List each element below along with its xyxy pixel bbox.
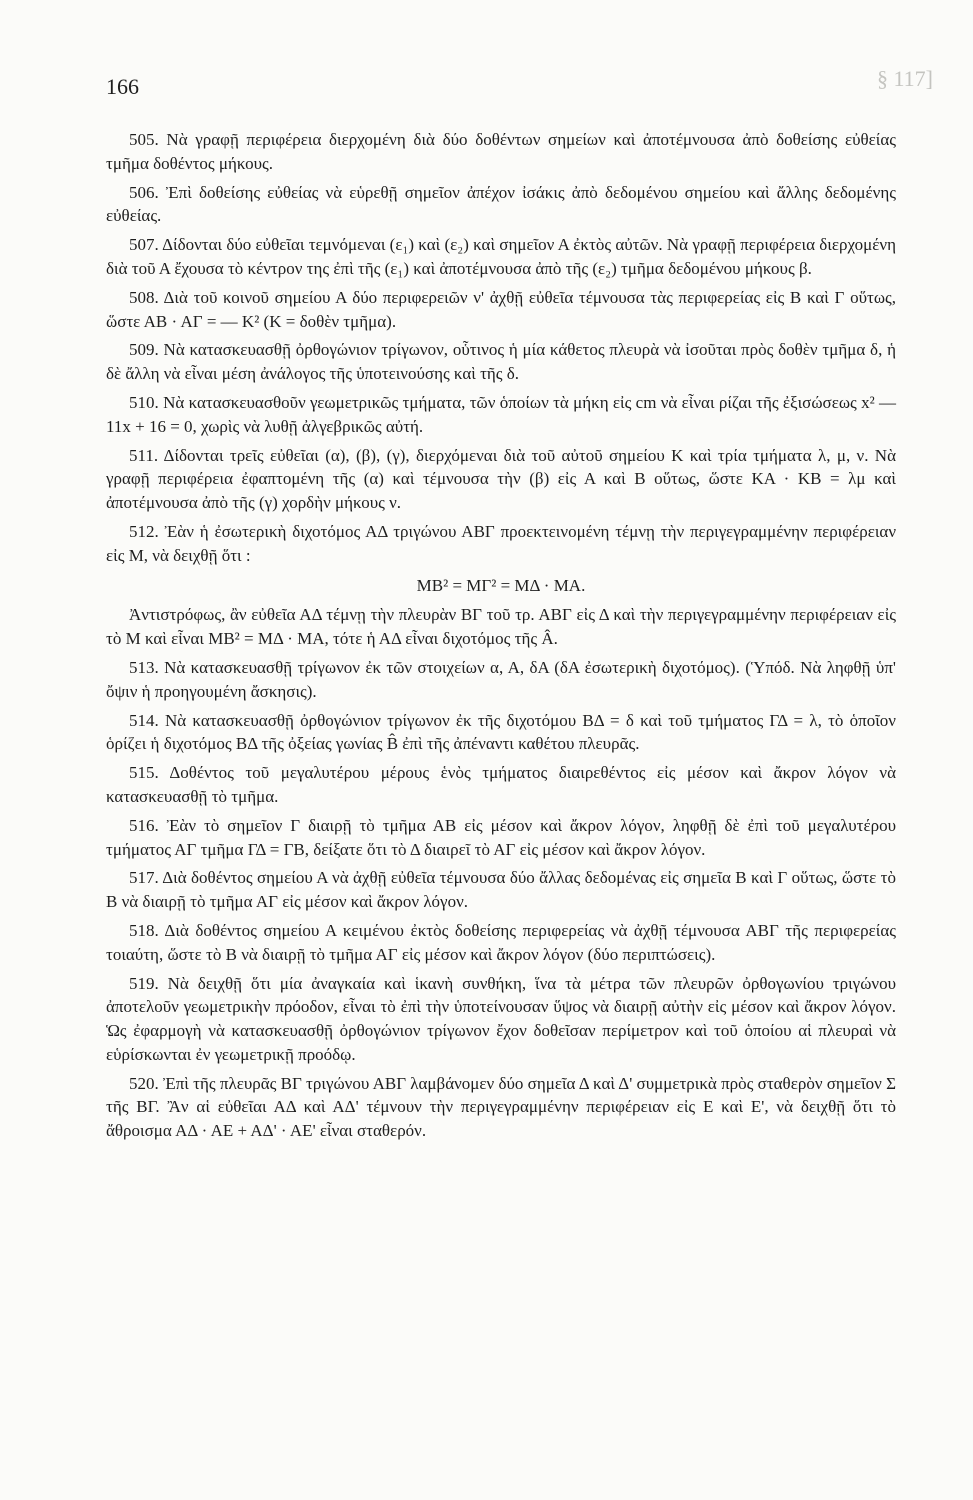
exercise-list (106, 128, 896, 1143)
exercise-518: 518. Διὰ δοθέντος σημείου Α κειμένου ἐκτὸς δοθείσης περιφερείας νὰ ἀχθῇ τέμνουσα ΑΒΓ τῆς περιφερείας τοιαύτη, ὥστε τὸ Β νὰ διαιρῇ τὸ τμῆμα ΑΓ εἰς μέσον καὶ ἄκρον λόγον (δύο περιπτώσεις). (106, 920, 896, 964)
bleed-through-header: § 117] (876, 66, 933, 91)
exercise-505: 505. Νὰ γραφῇ περιφέρεια διερχομένη διὰ δύο δοθέντων σημείων καὶ ἀποτέμνουσα ἀπὸ δοθείσης εὐθείας τμῆμα δοθέντος μήκους. (106, 130, 896, 173)
exercise-520: 520. Ἐπὶ τῆς πλευρᾶς ΒΓ τριγώνου ΑΒΓ λαμβάνομεν δύο σημεῖα Δ καὶ Δ' συμμετρικὰ πρὸς σταθερὸν σημεῖον Σ τῆς ΒΓ. Ἂν αἱ εὐθεῖαι ΑΔ καὶ ΑΔ' τέμνουν τὴν περιγεγραμμένην περιφέρειαν εἰς Ε καὶ Ε', νὰ δειχθῇ ὅτι τὸ ἄθροισμα ΑΔ · ΑΕ + ΑΔ' · ΑΕ' εἶναι σταθερόν. (106, 1073, 896, 1141)
exercise-515: 515. Δοθέντος τοῦ μεγαλυτέρου μέρους ἑνὸς τμήματος διαιρεθέντος εἰς μέσον καὶ ἄκρον λόγον νὰ κατασκευασθῇ τὸ τμῆμα. (106, 763, 896, 806)
exercise-514: 514. Νὰ κατασκευασθῇ ὀρθογώνιον τρίγωνον ἐκ τῆς διχοτόμου ΒΔ = δ καὶ τοῦ τμήματος ΓΔ = λ, τὸ ὁποῖον ὁρίζει ἡ διχοτόμος ΒΔ τῆς ὀξείας γωνίας B̂ ἐπὶ τῆς ἀπέναντι καθέτου πλευρᾶς. (106, 710, 896, 754)
exercise-507: 507. Δίδονται δύο εὐθεῖαι τεμνόμεναι (ε₁) καὶ (ε₂) καὶ σημεῖον Α ἐκτὸς αὐτῶν. Νὰ γραφῇ περιφέρεια διερχομένη διὰ τοῦ Α ἔχουσα τὸ κέντρον της ἐπὶ τῆς (ε₁) καὶ ἀποτέμνουσα ἀπὸ τῆς (ε₂) τμῆμα δεδομένου μήκους β. (106, 235, 896, 278)
page-number: 166 (106, 74, 139, 99)
exercise-511: 511. Δίδονται τρεῖς εὐθεῖαι (α), (β), (γ), διερχόμεναι διὰ τοῦ αὐτοῦ σημείου Κ καὶ τρία τμήματα λ, μ, ν. Νὰ γραφῇ περιφέρεια ἐφαπτομένη τῆς (α) καὶ τέμνουσα τὴν (β) εἰς Α καὶ Β οὕτως, ὥστε ΚΑ · ΚΒ = λμ καὶ ἀποτέμνουσα ἀπὸ τῆς (γ) χορδὴν μήκους ν. (106, 445, 896, 513)
exercise-512-converse: Ἀντιστρόφως, ἂν εὐθεῖα ΑΔ τέμνῃ τὴν πλευρὰν ΒΓ τοῦ τρ. ΑΒΓ εἰς Δ καὶ τὴν περιγεγραμμένην περιφέρειαν εἰς τὸ Μ καὶ εἶναι ΜΒ² = ΜΔ · ΜΑ, τότε ἡ ΑΔ εἶναι διχοτόμος τῆς Â. (106, 605, 896, 649)
exercise-517: 517. Διὰ δοθέντος σημείου Α νὰ ἀχθῇ εὐθεῖα τέμνουσα δύο ἄλλας δεδομένας εἰς σημεῖα Β καὶ Γ οὕτως, ὥστε τὸ Β νὰ διαιρῇ τὸ τμῆμα ΑΓ εἰς μέσον καὶ ἄκρον λόγον. (106, 868, 896, 912)
exercise-506: 506. Ἐπὶ δοθείσης εὐθείας νὰ εὑρεθῇ σημεῖον ἀπέχον ἰσάκις ἀπὸ δεδομένου σημείου καὶ ἄλλης δεδομένης εὐθείας. (106, 182, 896, 226)
exercise-512-formula: ΜΒ² = ΜΓ² = ΜΔ · ΜΑ. (416, 575, 586, 595)
exercise-519: 519. Νὰ δειχθῇ ὅτι μία ἀναγκαία καὶ ἱκανὴ συνθήκη, ἵνα τὰ μέτρα τῶν πλευρῶν ὀρθογωνίου τριγώνου ἀποτελοῦν γεωμετρικὴν πρόοδον, εἶναι τὸ ἐπὶ τὴν ὑποτείνουσαν ὕψος νὰ διαιρῇ αὐτὴν εἰς μέσον καὶ ἄκρον λόγον. Ὡς ἐφαρμογὴ νὰ κατασκευασθῇ ὀρθογώνιον τρίγωνον ἔχον δοθεῖσαν περίμετρον καὶ τοῦ ὁποίου αἱ πλευραὶ νὰ εὑρίσκωνται ἐν γεωμετρικῇ προόδῳ. (106, 973, 896, 1064)
exercise-509: 509. Νὰ κατασκευασθῇ ὀρθογώνιον τρίγωνον, οὗτινος ἡ μία κάθετος πλευρὰ νὰ ἰσοῦται πρὸς δοθὲν τμῆμα δ, ἡ δὲ ἄλλη νὰ εἶναι μέση ἀνάλογος τῆς ὑποτεινούσης καὶ τῆς δ. (106, 340, 896, 384)
exercise-512: 512. Ἐὰν ἡ ἐσωτερικὴ διχοτόμος ΑΔ τριγώνου ΑΒΓ προεκτεινομένη τέμνῃ τὴν περιγεγραμμένην περιφέρειαν εἰς Μ, νὰ δειχθῇ ὅτι : (106, 521, 896, 565)
exercise-510: 510. Νὰ κατασκευασθοῦν γεωμετρικῶς τμήματα, τῶν ὁποίων τὰ μήκη εἰς cm νὰ εἶναι ρίζαι τῆς ἐξισώσεως x² — 11x + 16 = 0, χωρὶς νὰ λυθῇ ἀλγεβρικῶς αὐτή. (106, 392, 896, 436)
exercise-508: 508. Διὰ τοῦ κοινοῦ σημείου Α δύο περιφερειῶν ν' ἀχθῇ εὐθεῖα τέμνουσα τὰς περιφερείας εἰς Β καὶ Γ οὕτως, ὥστε ΑΒ · ΑΓ = — Κ² (Κ = δοθὲν τμῆμα). (106, 287, 896, 331)
exercise-516: 516. Ἐὰν τὸ σημεῖον Γ διαιρῇ τὸ τμῆμα ΑΒ εἰς μέσον καὶ ἄκρον λόγον, ληφθῇ δὲ ἐπὶ τοῦ μεγαλυτέρου τμήματος ΑΓ τμῆμα ΓΔ = ΓΒ, δείξατε ὅτι τὸ Δ διαιρεῖ τὸ ΑΓ εἰς μέσον καὶ ἄκρον λόγον. (106, 815, 896, 859)
exercise-513: 513. Νὰ κατασκευασθῇ τρίγωνον ἐκ τῶν στοιχείων α, Α, δΑ (δΑ ἐσωτερικὴ διχοτόμος). (Ὑπόδ. Νὰ ληφθῇ ὑπ' ὄψιν ἡ προηγουμένη ἄσκησις). (106, 657, 896, 701)
